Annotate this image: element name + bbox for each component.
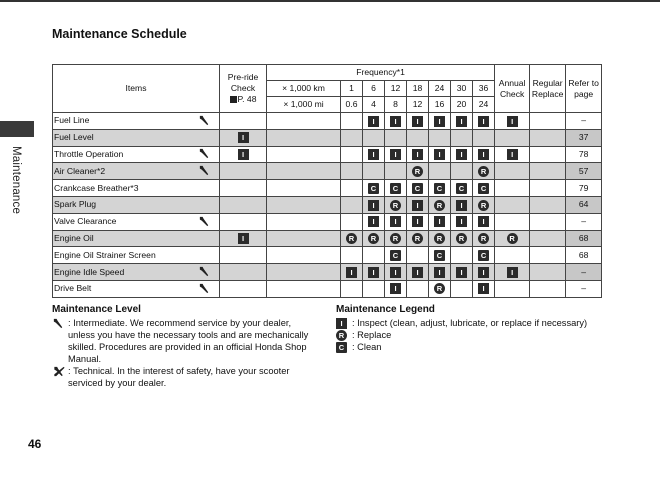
preride-line1: Pre-ride [227, 72, 259, 82]
replace-icon: R [507, 233, 518, 244]
inspect-icon: I [390, 116, 401, 127]
frequency-cell [385, 247, 407, 264]
schedule-row [53, 196, 602, 213]
km-value: 12 [385, 81, 407, 97]
inspect-icon: I [368, 116, 379, 127]
inspect-icon: I [456, 267, 467, 278]
clean-row [336, 341, 598, 353]
inspect-icon: I [238, 233, 249, 244]
refer-line2: page [574, 88, 594, 99]
unit-spacer-cell [267, 113, 341, 130]
schedule-row [53, 180, 602, 197]
frequency-cell [473, 163, 495, 180]
wrench-icon [198, 215, 212, 229]
schedule-row [53, 230, 602, 247]
inspect-icon: I [456, 216, 467, 227]
wrench-icon [198, 265, 212, 279]
page-title: Maintenance Schedule [52, 27, 187, 41]
annual-cell [495, 230, 530, 247]
regular-cell [530, 247, 566, 264]
annual-line1: Annual [498, 77, 526, 88]
frequency-cell [407, 129, 429, 146]
replace-icon: R [434, 283, 445, 294]
mi-value: 12 [407, 97, 429, 113]
item-name: Throttle Operation [53, 146, 191, 163]
frequency-cell [473, 180, 495, 197]
refer-page-cell: 64 [566, 196, 602, 213]
frequency-cell [341, 163, 363, 180]
inspect-icon: I [478, 116, 489, 127]
frequency-cell [429, 247, 451, 264]
frequency-cell [407, 280, 429, 297]
frequency-cell [407, 213, 429, 230]
clean-text: : Clean [352, 342, 382, 353]
inspect-icon: I [434, 216, 445, 227]
frequency-cell [429, 264, 451, 281]
frequency-cell [451, 264, 473, 281]
item-name: Spark Plug [53, 196, 191, 213]
clean-icon: C [412, 183, 423, 194]
mi-value: 4 [363, 97, 385, 113]
regular-line2: Replace [531, 88, 564, 99]
inspect-description: Inspect (clean, adjust, lubricate, or replace if necessary) [357, 318, 588, 328]
frequency-cell [363, 247, 385, 264]
maintenance-legend-title: Maintenance Legend [336, 304, 435, 315]
km-value: 1 [341, 81, 363, 97]
inspect-icon: I [390, 267, 401, 278]
inspect-icon: I [478, 149, 489, 160]
frequency-cell [407, 146, 429, 163]
frequency-cell [451, 146, 473, 163]
preride-cell [220, 113, 267, 130]
regular-cell [530, 264, 566, 281]
page-ref-icon [230, 96, 237, 103]
preride-header [220, 65, 267, 113]
wrench-icon [198, 114, 212, 128]
frequency-cell [341, 196, 363, 213]
inspect-icon: I [507, 149, 518, 160]
annual-cell [495, 247, 530, 264]
preride-cell [220, 280, 267, 297]
frequency-cell [473, 113, 495, 130]
frequency-cell [385, 213, 407, 230]
inspect-icon: I [368, 267, 379, 278]
frequency-cell [363, 280, 385, 297]
unit-spacer-cell [267, 247, 341, 264]
frequency-cell [363, 196, 385, 213]
frequency-cell [363, 163, 385, 180]
inspect-icon: I [346, 267, 357, 278]
schedule-row [53, 129, 602, 146]
wrench-icon [198, 282, 212, 296]
refer-page-cell: – [566, 264, 602, 281]
frequency-cell [385, 264, 407, 281]
preride-cell [220, 230, 267, 247]
item-name: Fuel Level [53, 129, 191, 146]
regular-cell [530, 129, 566, 146]
frequency-cell [407, 247, 429, 264]
annual-cell [495, 213, 530, 230]
frequency-cell [429, 146, 451, 163]
section-side-label: Maintenance [10, 146, 22, 215]
maintenance-level-cell [191, 146, 220, 163]
replace-row [336, 329, 598, 341]
top-rule [0, 0, 660, 2]
inspect-icon: I [434, 267, 445, 278]
replace-description: Replace [357, 330, 392, 341]
item-name: Engine Idle Speed [53, 264, 191, 281]
schedule-row [53, 280, 602, 297]
inspect-icon: I [412, 149, 423, 160]
unit-spacer-cell [267, 129, 341, 146]
frequency-cell [385, 146, 407, 163]
refer-page-cell: 68 [566, 247, 602, 264]
frequency-cell [385, 163, 407, 180]
annual-header [495, 65, 530, 113]
preride-cell [220, 213, 267, 230]
frequency-cell [429, 280, 451, 297]
frequency-cell [473, 230, 495, 247]
preride-ref-text: P. 48 [237, 94, 257, 104]
unit-spacer-cell [267, 196, 341, 213]
frequency-cell [451, 280, 473, 297]
frequency-cell [473, 196, 495, 213]
frequency-cell [429, 129, 451, 146]
wrench-icon [198, 147, 212, 161]
inspect-icon: I [507, 267, 518, 278]
regular-cell [530, 280, 566, 297]
frequency-cell [429, 196, 451, 213]
frequency-cell [341, 129, 363, 146]
annual-cell [495, 129, 530, 146]
frequency-cell [473, 129, 495, 146]
inspect-text: : Inspect (clean, adjust, lubricate, or replace if necessary) [352, 318, 588, 328]
schedule-row [53, 146, 602, 163]
refer-header [566, 65, 602, 113]
maintenance-symbol-legend [336, 304, 598, 353]
items-header: Items [53, 65, 220, 113]
clean-icon: C [478, 250, 489, 261]
frequency-cell [385, 280, 407, 297]
annual-cell [495, 196, 530, 213]
annual-cell [495, 113, 530, 130]
schedule-row [53, 213, 602, 230]
frequency-cell [407, 196, 429, 213]
item-name: Air Cleaner*2 [53, 163, 191, 180]
replace-icon: R [412, 166, 423, 177]
clean-icon: C [434, 250, 445, 261]
schedule-body [53, 113, 602, 298]
unit-spacer-cell [267, 146, 341, 163]
clean-icon: C [456, 183, 467, 194]
mi-value: 24 [473, 97, 495, 113]
mi-value: 16 [429, 97, 451, 113]
mi-unit: × 1,000 mi [267, 97, 341, 113]
preride-line2: Check [230, 83, 256, 93]
refer-page-cell: 68 [566, 230, 602, 247]
inspect-row [336, 317, 598, 329]
regular-cell [530, 146, 566, 163]
inspect-icon: I [390, 216, 401, 227]
clean-icon: C [390, 250, 401, 261]
frequency-cell [451, 230, 473, 247]
intermediate-level-row [52, 317, 314, 365]
replace-text: : Replace [352, 330, 392, 341]
mi-value: 0.6 [341, 97, 363, 113]
km-value: 18 [407, 81, 429, 97]
refer-page-cell: 78 [566, 146, 602, 163]
frequency-cell [407, 264, 429, 281]
inspect-icon: I [368, 216, 379, 227]
clean-icon: C [336, 342, 347, 353]
item-name: Valve Clearance [53, 213, 191, 230]
frequency-cell [473, 280, 495, 297]
replace-icon: R [456, 233, 467, 244]
inspect-icon: I [336, 318, 347, 329]
refer-line1: Refer to [568, 77, 599, 88]
inspect-icon: I [238, 149, 249, 160]
maintenance-level-cell [191, 129, 220, 146]
maintenance-level-cell [191, 213, 220, 230]
schedule-row [53, 163, 602, 180]
preride-cell [220, 129, 267, 146]
inspect-icon: I [456, 116, 467, 127]
km-value: 24 [429, 81, 451, 97]
frequency-cell [385, 230, 407, 247]
maintenance-level-cell [191, 280, 220, 297]
frequency-cell [385, 113, 407, 130]
annual-cell [495, 280, 530, 297]
preride-cell [220, 180, 267, 197]
frequency-cell [363, 113, 385, 130]
replace-icon: R [346, 233, 357, 244]
frequency-cell [341, 264, 363, 281]
refer-page-cell: 79 [566, 180, 602, 197]
frequency-cell [451, 163, 473, 180]
frequency-cell [363, 264, 385, 281]
wrench-icon [52, 317, 68, 333]
item-name: Crankcase Breather*3 [53, 180, 191, 197]
clean-icon: C [478, 183, 489, 194]
frequency-cell [473, 247, 495, 264]
maintenance-level-cell [191, 163, 220, 180]
refer-page-cell: 57 [566, 163, 602, 180]
technical-level-text: : Technical. In the interest of safety, have your scooter serviced by your dealer. [68, 366, 290, 388]
section-tab [0, 121, 34, 137]
frequency-header: Frequency*1 [267, 65, 495, 81]
preride-cell [220, 264, 267, 281]
annual-cell [495, 180, 530, 197]
replace-icon: R [478, 200, 489, 211]
unit-spacer-cell [267, 163, 341, 180]
refer-page-cell: – [566, 280, 602, 297]
unit-spacer-cell [267, 230, 341, 247]
frequency-cell [451, 113, 473, 130]
frequency-cell [429, 230, 451, 247]
frequency-cell [363, 146, 385, 163]
frequency-cell [473, 213, 495, 230]
wrench-icon [198, 164, 212, 178]
inspect-icon: I [412, 267, 423, 278]
regular-cell [530, 196, 566, 213]
km-unit: × 1,000 km [267, 81, 341, 97]
replace-icon: R [390, 200, 401, 211]
frequency-cell [451, 180, 473, 197]
inspect-icon: I [507, 116, 518, 127]
frequency-cell [363, 213, 385, 230]
wrench-screwdriver-icon [52, 365, 68, 381]
frequency-cell [385, 196, 407, 213]
regular-line1: Regular [532, 77, 563, 88]
technical-description: Technical. In the interest of safety, have your scooter serviced by your dealer. [68, 366, 290, 388]
frequency-cell [341, 213, 363, 230]
frequency-cell [341, 247, 363, 264]
annual-line2: Check [499, 88, 525, 99]
maintenance-level-cell [191, 247, 220, 264]
frequency-cell [451, 196, 473, 213]
preride-cell [220, 247, 267, 264]
frequency-cell [385, 180, 407, 197]
technical-level-row [52, 365, 314, 389]
unit-spacer-cell [267, 264, 341, 281]
refer-page-cell: – [566, 113, 602, 130]
frequency-cell [451, 247, 473, 264]
clean-icon: C [390, 183, 401, 194]
item-name: Engine Oil Strainer Screen [53, 247, 191, 264]
replace-icon: R [412, 233, 423, 244]
preride-cell [220, 196, 267, 213]
replace-icon: R [390, 233, 401, 244]
replace-icon: R [478, 233, 489, 244]
mi-value: 8 [385, 97, 407, 113]
regular-cell [530, 213, 566, 230]
regular-cell [530, 163, 566, 180]
frequency-cell [451, 213, 473, 230]
annual-cell [495, 163, 530, 180]
replace-icon: R [368, 233, 379, 244]
inspect-icon: I [478, 216, 489, 227]
annual-cell [495, 264, 530, 281]
frequency-cell [363, 230, 385, 247]
frequency-cell [341, 180, 363, 197]
inspect-icon: I [434, 149, 445, 160]
frequency-cell [341, 146, 363, 163]
replace-icon: R [434, 200, 445, 211]
schedule-row [53, 247, 602, 264]
frequency-cell [385, 129, 407, 146]
frequency-cell [407, 230, 429, 247]
inspect-icon: I [434, 116, 445, 127]
frequency-cell [363, 180, 385, 197]
km-value: 6 [363, 81, 385, 97]
km-value: 36 [473, 81, 495, 97]
inspect-icon: I [456, 149, 467, 160]
km-value: 30 [451, 81, 473, 97]
maintenance-level-legend [52, 304, 314, 389]
frequency-cell [363, 129, 385, 146]
unit-spacer-cell [267, 180, 341, 197]
frequency-cell [473, 146, 495, 163]
inspect-icon: I [412, 116, 423, 127]
inspect-icon: I [368, 149, 379, 160]
mi-value: 20 [451, 97, 473, 113]
item-name: Drive Belt [53, 280, 191, 297]
inspect-icon: I [412, 200, 423, 211]
preride-page-ref [220, 94, 266, 105]
frequency-cell [407, 180, 429, 197]
frequency-cell [341, 230, 363, 247]
preride-cell [220, 146, 267, 163]
unit-spacer-cell [267, 213, 341, 230]
regular-cell [530, 180, 566, 197]
item-name: Engine Oil [53, 230, 191, 247]
inspect-icon: I [390, 283, 401, 294]
frequency-cell [473, 264, 495, 281]
frequency-cell [429, 163, 451, 180]
preride-cell [220, 163, 267, 180]
inspect-icon: I [478, 283, 489, 294]
inspect-icon: I [368, 200, 379, 211]
maintenance-level-cell [191, 196, 220, 213]
maintenance-level-cell [191, 230, 220, 247]
replace-icon: R [336, 330, 347, 341]
frequency-cell [429, 180, 451, 197]
regular-cell [530, 113, 566, 130]
schedule-row [53, 113, 602, 130]
clean-description: Clean [357, 342, 382, 353]
intermediate-level-text: : Intermediate. We recommend service by your dealer, unless you have the necessary tools and are mechanically skilled. Procedures are provided in an official Honda Shop Manual. [68, 318, 309, 364]
maintenance-level-cell [191, 180, 220, 197]
maintenance-level-cell [191, 264, 220, 281]
inspect-icon: I [390, 149, 401, 160]
maintenance-schedule-table [52, 64, 602, 298]
item-name: Fuel Line [53, 113, 191, 130]
unit-spacer-cell [267, 280, 341, 297]
inspect-icon: I [478, 267, 489, 278]
inspect-icon: I [238, 132, 249, 143]
clean-icon: C [368, 183, 379, 194]
frequency-cell [341, 280, 363, 297]
regular-header [530, 65, 566, 113]
schedule-row [53, 264, 602, 281]
clean-icon: C [434, 183, 445, 194]
refer-page-cell: – [566, 213, 602, 230]
replace-icon: R [478, 166, 489, 177]
frequency-cell [407, 163, 429, 180]
frequency-cell [429, 113, 451, 130]
maintenance-level-title: Maintenance Level [52, 304, 141, 315]
regular-cell [530, 230, 566, 247]
annual-cell [495, 146, 530, 163]
inspect-icon: I [412, 216, 423, 227]
frequency-cell [451, 129, 473, 146]
refer-page-cell: 37 [566, 129, 602, 146]
page-number: 46 [28, 437, 42, 451]
maintenance-level-cell [191, 113, 220, 130]
replace-icon: R [434, 233, 445, 244]
frequency-cell [407, 113, 429, 130]
frequency-cell [429, 213, 451, 230]
frequency-cell [341, 113, 363, 130]
inspect-icon: I [456, 200, 467, 211]
intermediate-description: Intermediate. We recommend service by your dealer, unless you have the necessary tools and are mechanically skilled. Procedures are provided in an official Honda Shop Manual. [68, 318, 309, 364]
